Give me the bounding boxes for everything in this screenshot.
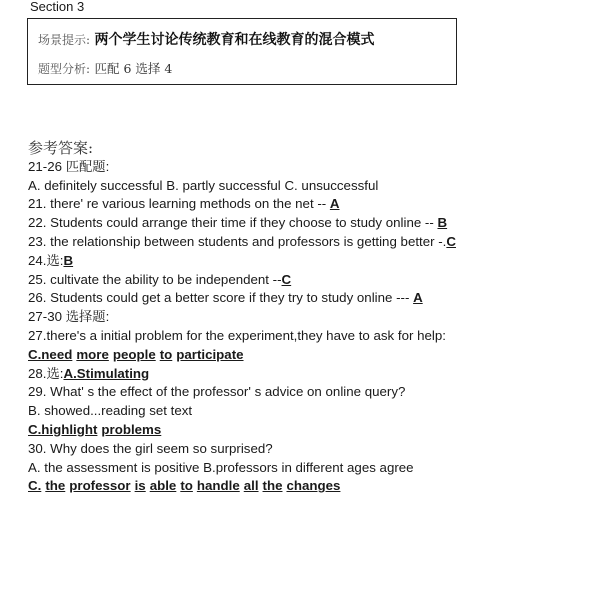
question-29-option: B. showed...reading set text (28, 403, 193, 419)
question-type-value: 匹配 6 选择 4 (94, 61, 173, 76)
question-22-answer: B (437, 215, 448, 231)
matching-options: A. definitely successful B. partly successful C. unsuccessful (28, 177, 379, 193)
question-26 (28, 289, 488, 308)
question-21-answer: A (329, 196, 340, 212)
question-type-label: 题型分析: (38, 62, 91, 76)
question-27: 27.there's a initial problem for the experiment,they have to ask for help: (28, 327, 446, 343)
question-25-text: 25. cultivate the ability to be independent -- (28, 271, 282, 287)
question-30-answer (28, 477, 488, 496)
answer-word: all (243, 478, 259, 494)
answer-word: people (112, 346, 156, 362)
question-21 (28, 195, 488, 214)
question-24-text: 24.选: (28, 252, 64, 268)
answer-word: the (45, 478, 66, 494)
question-26-text: 26. Students could get a better score if they try to study online --- (28, 290, 414, 306)
question-27-answer (28, 346, 488, 365)
answer-word: problems (101, 421, 162, 437)
answer-word: professor (69, 478, 131, 494)
question-29: 29. What' s the effect of the professor' s advice on online query? (28, 384, 406, 400)
answer-word: to (159, 346, 173, 362)
question-28-text: 28.选: (28, 365, 64, 381)
question-25-answer: C (281, 271, 292, 287)
scene-prompt-label: 场景提示: (38, 33, 91, 47)
answer-key-header: 参考答案: (28, 139, 94, 157)
question-23-text: 23. the relationship between students and professors is getting better -. (28, 233, 447, 249)
scene-prompt-value: 两个学生讨论传统教育和在线教育的混合模式 (94, 32, 375, 48)
answer-word: changes (286, 478, 341, 494)
answer-word: C.need (28, 346, 73, 362)
question-21-text: 21. there' re various learning methods on the net -- (28, 196, 330, 212)
scene-info-box (27, 18, 457, 85)
question-24-answer: B (63, 252, 74, 268)
question-29-answer (28, 421, 488, 440)
choice-header: 27-30 选择题: (28, 309, 110, 325)
question-26-answer: A (413, 290, 423, 306)
question-24 (28, 252, 488, 271)
answer-word: more (76, 346, 109, 362)
question-30-options: A. the assessment is positive B.professors in different ages agree (28, 459, 414, 475)
answer-key (28, 139, 488, 496)
question-type-row (38, 59, 172, 78)
answer-word: able (149, 478, 177, 494)
answer-word: participate (176, 346, 244, 362)
answer-word: C.highlight (28, 421, 98, 437)
question-22 (28, 214, 488, 233)
question-28-answer: A.Stimulating (63, 365, 150, 381)
matching-header (28, 158, 488, 177)
answer-word: is (134, 478, 146, 494)
answer-word: handle (196, 478, 240, 494)
question-28 (28, 365, 488, 384)
question-30: 30. Why does the girl seem so surprised? (28, 440, 273, 456)
question-22-text: 22. Students could arrange their time if they choose to study online -- (28, 215, 438, 231)
scene-prompt-row (38, 29, 375, 49)
section-title: Section 3 (30, 0, 85, 14)
question-25 (28, 271, 488, 290)
answer-word: to (180, 478, 193, 494)
answer-word: the (262, 478, 283, 494)
answer-word: C. (28, 478, 42, 494)
question-23 (28, 233, 488, 252)
matching-header-text: 21-26 匹配题: (28, 158, 110, 174)
question-23-answer: C (446, 233, 456, 249)
